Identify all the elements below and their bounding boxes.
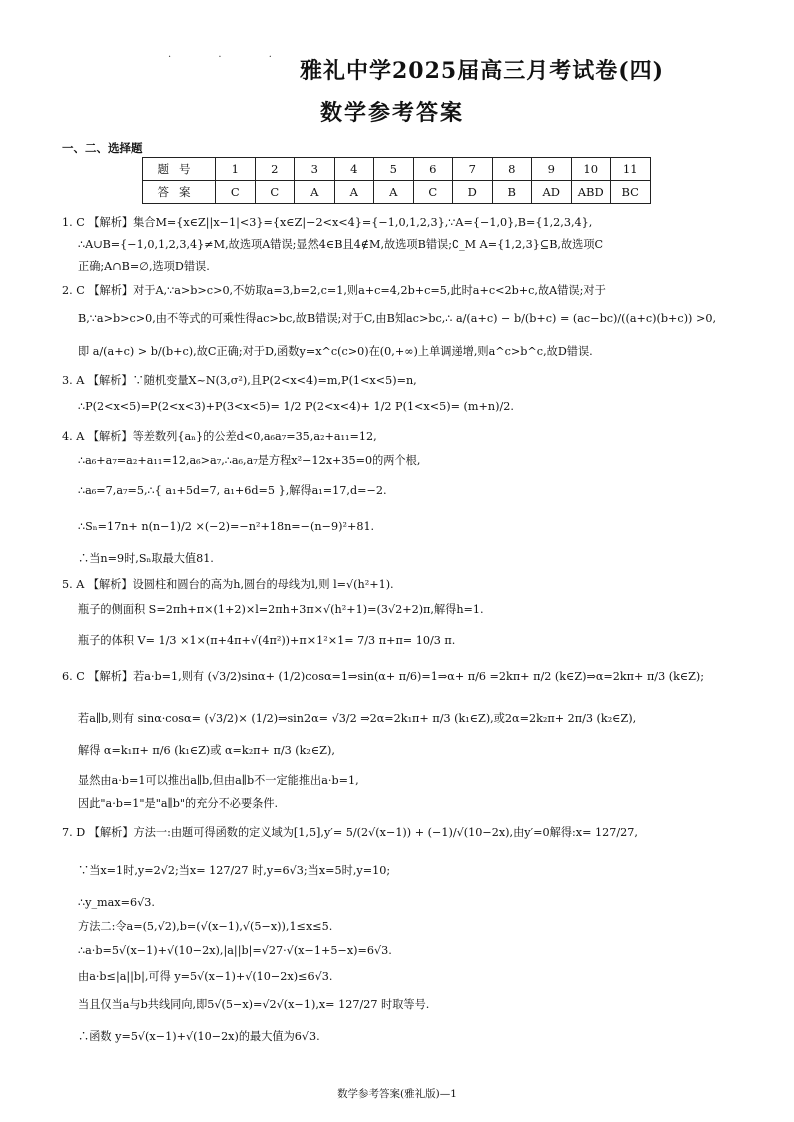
solution-line: 4. A 【解析】等差数列{aₙ}的公差d<0,a₆a₇=35,a₂+a₁₁=12,	[62, 430, 377, 443]
solution-line: 7. D 【解析】方法一:由题可得函数的定义域为[1,5],y′= 5/(2√(x−1)) + (−1)/√(10−2x),由y′=0解得:x= 127/27,	[62, 826, 638, 839]
question-number: 5	[374, 158, 414, 181]
solution-line: ∴A∪B={−1,0,1,2,3,4}≠M,故选项A错误;显然4∈B且4∉M,故选项B错误;∁_M A={1,2,3}⊆B,故选项C	[78, 238, 604, 251]
question-number: 9	[532, 158, 572, 181]
question-number: 4	[334, 158, 374, 181]
answer-cell: C	[216, 181, 256, 204]
solution-line: 正确;A∩B=∅,选项D错误.	[78, 260, 210, 273]
exam-subtitle: 数学参考答案	[320, 101, 465, 126]
answer-cell: A	[295, 181, 335, 204]
solution-line: B,∵a>b>c>0,由不等式的可乘性得ac>bc,故B错误;对于C,由B知ac>bc,∴ a/(a+c) − b/(b+c) = (ac−bc)/((a+c)(b+c)) >0,	[78, 312, 717, 325]
table-row	[143, 158, 651, 181]
answer-cell: A	[334, 181, 374, 204]
question-number: 3	[295, 158, 335, 181]
solution-line: ∴函数 y=5√(x−1)+√(10−2x)的最大值为6√3.	[78, 1030, 320, 1043]
answer-cell: C	[413, 181, 453, 204]
solution-line: 瓶子的侧面积 S=2πh+π×(1+2)×l=2πh+3π×√(h²+1)=(3√2+2)π,解得h=1.	[78, 603, 484, 616]
solution-line: 方法二:令a=(5,√2),b=(√(x−1),√(5−x)),1≤x≤5.	[78, 920, 333, 933]
solution-line: 显然由a·b=1可以推出a∥b,但由a∥b不一定能推出a·b=1,	[78, 774, 359, 787]
solution-line: ∵当x=1时,y=2√2;当x= 127/27 时,y=6√3;当x=5时,y=10;	[78, 864, 391, 877]
solution-line: 1. C 【解析】集合M={x∈Z||x−1|<3}={x∈Z|−2<x<4}={−1,0,1,2,3},∵A={−1,0},B={1,2,3,4},	[62, 216, 593, 229]
solution-line: 若a∥b,则有 sinα·cosα= (√3/2)× (1/2)⇒sin2α= √3/2 ⇒2α=2k₁π+ π/3 (k₁∈Z),或2α=2k₂π+ 2π/3 (k₂∈Z),	[78, 712, 637, 725]
question-number: 6	[413, 158, 453, 181]
solution-line: ∴当n=9时,Sₙ取最大值81.	[78, 552, 214, 565]
table-row	[143, 181, 651, 204]
section-title: 一、二、选择题	[62, 141, 143, 155]
answer-cell: ABD	[571, 181, 611, 204]
row-label: 答案	[143, 181, 216, 204]
row-label: 题号	[143, 158, 216, 181]
exam-title: 雅礼中学2025届高三月考试卷(四)	[300, 58, 665, 84]
question-number: 8	[492, 158, 532, 181]
answer-cell: D	[453, 181, 493, 204]
answer-table	[142, 157, 651, 204]
solution-line: 当且仅当a与b共线同向,即5√(5−x)=√2√(x−1),x= 127/27 时取等号.	[78, 998, 430, 1011]
answer-cell: A	[374, 181, 414, 204]
solution-line: 2. C 【解析】对于A,∵a>b>c>0,不妨取a=3,b=2,c=1,则a+c=4,2b+c=5,此时a+c<2b+c,故A错误;对于	[62, 284, 606, 297]
solution-line: ∴y_max=6√3.	[78, 896, 155, 909]
solution-line: ∴a·b=5√(x−1)+√(10−2x),|a||b|=√27·√(x−1+5−x)=6√3.	[78, 944, 392, 957]
solution-line: 瓶子的体积 V= 1/3 ×1×(π+4π+√(4π²))+π×1²×1= 7/3 π+π= 10/3 π.	[78, 634, 456, 647]
page-footer: 数学参考答案(雅礼版)—1	[337, 1088, 457, 1100]
solution-line: ∴Sₙ=17n+ n(n−1)/2 ×(−2)=−n²+18n=−(n−9)²+81.	[78, 520, 375, 533]
question-number: 7	[453, 158, 493, 181]
question-number: 1	[216, 158, 256, 181]
answer-cell: C	[255, 181, 295, 204]
solution-line: 6. C 【解析】若a·b=1,则有 (√3/2)sinα+ (1/2)cosα=1⇒sin(α+ π/6)=1⇒α+ π/6 =2kπ+ π/2 (k∈Z)⇒α=2kπ+ π/3 (k∈Z);	[62, 670, 705, 683]
solution-line: 解得 α=k₁π+ π/6 (k₁∈Z)或 α=k₂π+ π/3 (k₂∈Z),	[78, 744, 335, 757]
answer-cell: BC	[611, 181, 651, 204]
solution-line: 由a·b≤|a||b|,可得 y=5√(x−1)+√(10−2x)≤6√3.	[78, 970, 333, 983]
question-number: 11	[611, 158, 651, 181]
answer-cell: B	[492, 181, 532, 204]
solution-line: 因此"a·b=1"是"a∥b"的充分不必要条件.	[78, 797, 279, 810]
solution-line: ∴a₆+a₇=a₂+a₁₁=12,a₆>a₇,∴a₆,a₇是方程x²−12x+35=0的两个根,	[78, 454, 421, 467]
solution-line: ∴a₆=7,a₇=5,∴{ a₁+5d=7, a₁+6d=5 },解得a₁=17,d=−2.	[78, 484, 387, 497]
question-number: 10	[571, 158, 611, 181]
header-dots: · · ·	[168, 52, 294, 63]
solution-line: ∴P(2<x<5)=P(2<x<3)+P(3<x<5)= 1/2 P(2<x<4)+ 1/2 P(1<x<5)= (m+n)/2.	[78, 400, 514, 413]
answer-cell: AD	[532, 181, 572, 204]
question-number: 2	[255, 158, 295, 181]
solution-line: 即 a/(a+c) > b/(b+c),故C正确;对于D,函数y=x^c(c>0)在(0,+∞)上单调递增,则a^c>b^c,故D错误.	[78, 345, 593, 358]
solution-line: 5. A 【解析】设圆柱和圆台的高为h,圆台的母线为l,则 l=√(h²+1).	[62, 578, 394, 591]
solution-line: 3. A 【解析】∵随机变量X~N(3,σ²),且P(2<x<4)=m,P(1<x<5)=n,	[62, 374, 417, 387]
